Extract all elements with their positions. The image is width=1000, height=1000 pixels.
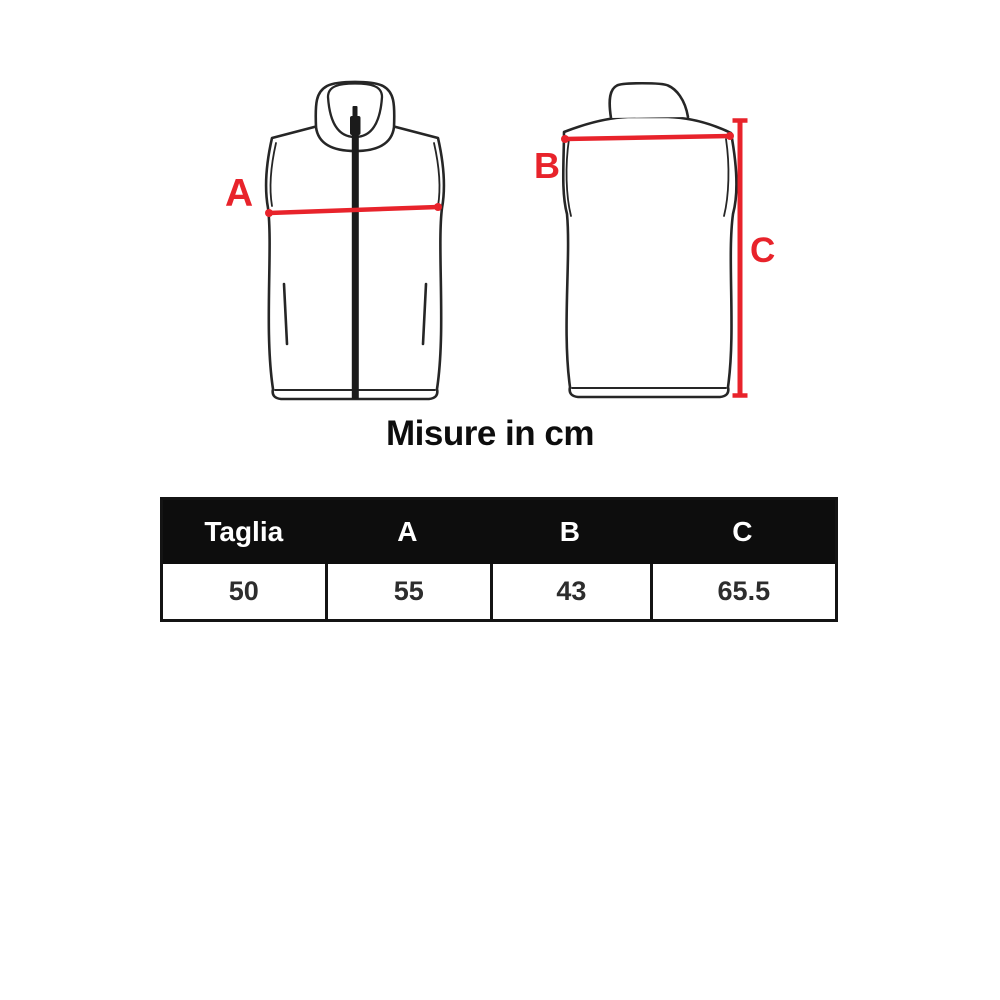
size-table-data-row bbox=[163, 564, 835, 619]
cell-b-value: 43 bbox=[490, 564, 650, 619]
page-title: Misure in cm bbox=[386, 414, 594, 453]
size-table bbox=[160, 497, 838, 622]
size-table-header-row bbox=[163, 500, 835, 564]
table-header-c: C bbox=[732, 516, 753, 547]
cell-a-value: 55 bbox=[325, 564, 491, 619]
cell-c-value: 65.5 bbox=[650, 564, 835, 619]
table-header-b: B bbox=[559, 516, 580, 547]
back-body-outline bbox=[563, 117, 736, 397]
table-header-a: A bbox=[397, 516, 418, 547]
table-header-taglia: Taglia bbox=[204, 516, 284, 547]
back-collar bbox=[610, 83, 688, 118]
cell-taglia-value: 50 bbox=[228, 576, 259, 606]
vest-front-view bbox=[266, 82, 444, 399]
measurement-label-c: C bbox=[750, 231, 776, 270]
vest-back-view bbox=[563, 83, 736, 397]
measurement-label-b: B bbox=[534, 145, 560, 186]
measurement-label-a: A bbox=[225, 172, 254, 215]
